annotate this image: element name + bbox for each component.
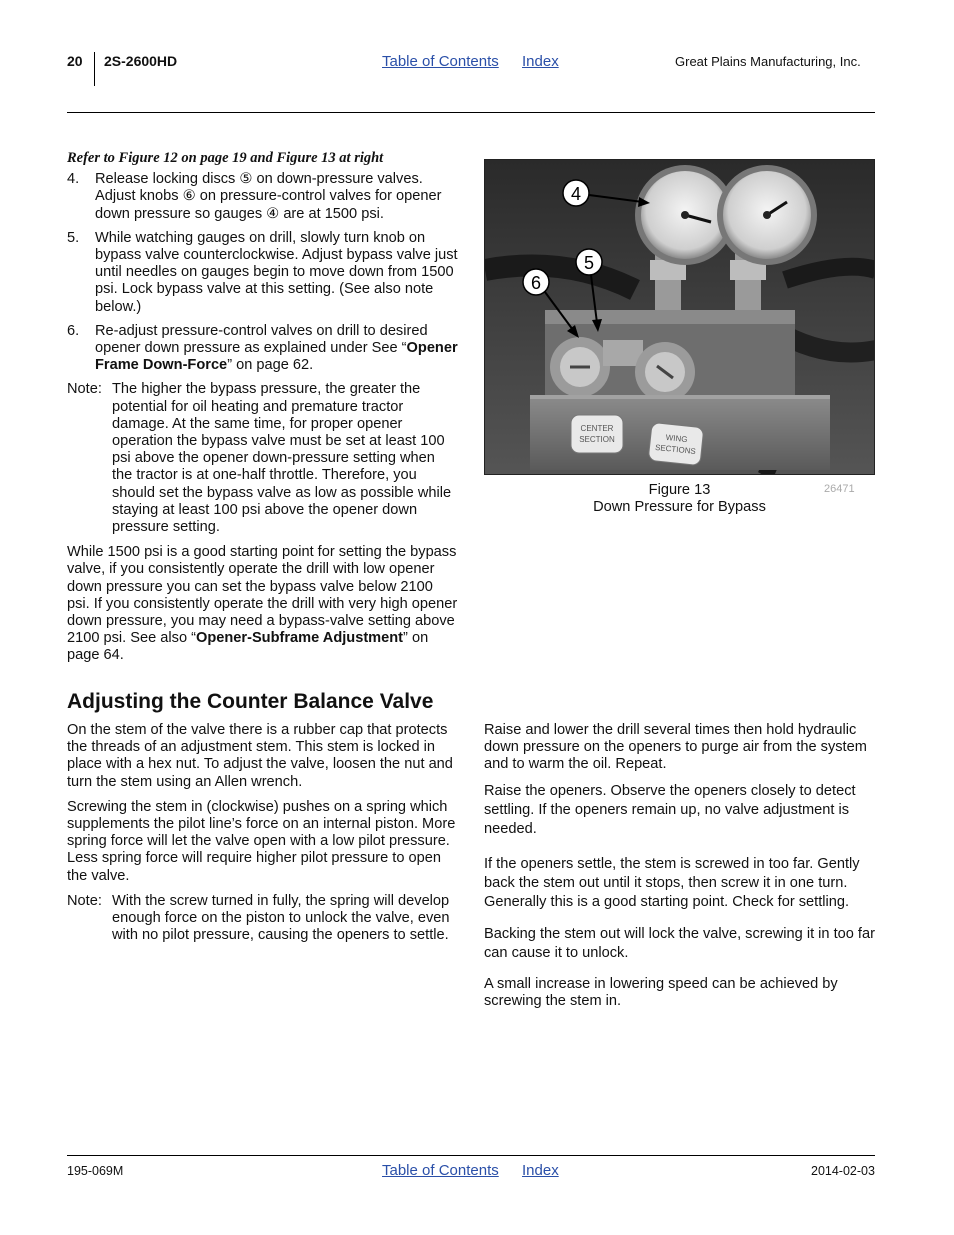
- paragraph: Raise the openers. Observe the openers closely to detect settling. If the openers remain up, no valve adjustment is needed.: [484, 782, 856, 837]
- refer-line: Refer to Figure 12 on page 19 and Figure 13 at right: [67, 150, 384, 166]
- svg-text:5: 5: [583, 253, 595, 273]
- figure-title: Down Pressure for Bypass: [593, 499, 766, 515]
- note-text: With the screw turned in fully, the spring will develop enough force on the piston to unlock the valve, even with no pilot pressure, causing the openers to settle.: [112, 892, 450, 944]
- step-text: Release locking discs ⑤ on down-pressure valves. Adjust knobs ⑥ on pressure-control valves for opener down pressure so gauges ④ are at 1500 psi.: [95, 171, 442, 222]
- step-6: [67, 323, 459, 375]
- toc-link-footer[interactable]: Table of Contents: [382, 1162, 499, 1179]
- index-link-footer[interactable]: Index: [522, 1162, 559, 1179]
- paragraph: On the stem of the valve there is a rubber cap that protects the threads of an adjustment stem. This stem is locked in place with a hex nut. To adjust the valve, loosen the nut and turn the stem using an Allen wrench.: [67, 722, 453, 790]
- figure-caption: [484, 482, 875, 516]
- step-5: [67, 230, 459, 316]
- figure-number: Figure 13: [648, 482, 711, 498]
- paragraph: If the openers settle, the stem is screwed in too far. Gently back the stem out until it stops, then screw it in one turn. Generally this is a good starting point. Check for settling.: [484, 855, 860, 910]
- paragraph: A small increase in lowering speed can be achieved by screwing the stem in.: [484, 975, 838, 1009]
- step-number: 6.: [67, 322, 80, 339]
- cross-reference: Opener Frame Down-Force: [95, 340, 458, 374]
- step-text: While watching gauges on drill, slowly turn knob on bypass valve counterclockwise. Adjust bypass valve just until needles on gauges begin to move down from 1500 psi. Lock bypass valve at this setting. (See also note below.): [95, 229, 458, 315]
- svg-text:6: 6: [530, 273, 542, 293]
- step-4: [67, 171, 459, 223]
- paragraph: Raise and lower the drill several times then hold hydraulic down pressure on the openers to purge air from the system and to warm the oil. Repeat.: [484, 722, 867, 773]
- figure-photo: [484, 159, 875, 475]
- label-wing: WING: [665, 432, 688, 445]
- page-number: 20: [67, 53, 83, 69]
- note-label: Note:: [67, 381, 102, 398]
- step-text: Re-adjust pressure-control valves on drill to desired opener down pressure as explained under See “Opener Frame Down-Force” on page 62.: [95, 322, 458, 374]
- doc-number: 195-069M: [67, 1164, 124, 1178]
- note-screw: [67, 893, 459, 945]
- note-text: The higher the bypass pressure, the greater the potential for oil heating and premature tractor damage. At the same time, for proper opener operation the bypass valve must be set at least 100 psi above the opener down-pressure setting when the tractor is at one-half throttle. Therefore, you should set the bypass valve as low as possible while staying at least 100 psi above the opener down pressure setting.: [112, 381, 452, 536]
- label-sections: SECTIONS: [654, 442, 697, 457]
- index-link-header[interactable]: Index: [522, 53, 559, 70]
- photo-id: 26471: [824, 483, 855, 495]
- cross-reference: Opener-Subframe Adjustment: [196, 630, 404, 647]
- left-column-bottom: [67, 722, 459, 944]
- gauge-photo-illustration: [485, 160, 875, 475]
- right-column-bottom: [484, 722, 876, 1010]
- section-heading: Adjusting the Counter Balance Valve: [67, 690, 434, 713]
- svg-text:4: 4: [570, 184, 582, 204]
- paragraph: Screwing the stem in (clockwise) pushes on a spring which supplements the pilot line’s force on an internal piston. More spring force will let the valve open with a low pilot pressure. Less spring force will require higher pilot pressure to open the valve.: [67, 798, 456, 884]
- header-divider: [94, 52, 95, 86]
- doc-date: 2014-02-03: [811, 1164, 875, 1178]
- footer-rule: [67, 1155, 875, 1156]
- label-center: CENTER: [580, 424, 614, 433]
- toc-link-header[interactable]: Table of Contents: [382, 53, 499, 70]
- step-number: 5.: [67, 229, 80, 246]
- model-name: 2S-2600HD: [104, 53, 178, 69]
- bypass-paragraph: While 1500 psi is a good starting point for setting the bypass valve, if you consistently operate the drill with low opener down pressure you can set the bypass valve below 2100 psi. If you consistently operate the drill with very high opener down pressure, you may need a bypass-valve setting above 2100 psi. See also “Opener-Subframe Adjustment” on page 64.: [67, 544, 458, 664]
- note-label: Note:: [67, 892, 102, 909]
- label-section: SECTION: [579, 435, 615, 444]
- step-number: 4.: [67, 171, 80, 188]
- left-column-top: [67, 150, 459, 665]
- header-rule: [67, 112, 875, 113]
- company-name: Great Plains Manufacturing, Inc.: [675, 54, 861, 69]
- paragraph: Backing the stem out will lock the valve, screwing it in too far can cause it to unlock.: [484, 925, 875, 961]
- note-bypass: [67, 381, 459, 536]
